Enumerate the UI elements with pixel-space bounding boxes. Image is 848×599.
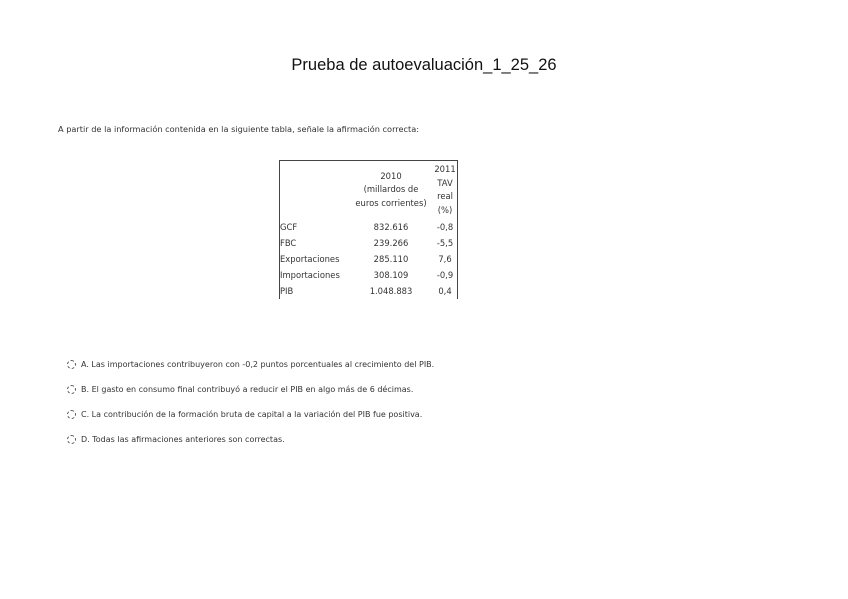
radio-button-icon[interactable] (67, 360, 76, 369)
row-label: PIB (280, 286, 294, 296)
table-row (280, 219, 458, 235)
row-label: GCF (280, 222, 298, 232)
table-row (280, 283, 458, 299)
question-text: A partir de la información contenida en la siguiente tabla, señale la afirmación correcta: (58, 124, 419, 134)
header-2010-text: 2010 (millardos de euros corrientes) (355, 170, 427, 208)
option-label: A. Las importaciones contribuyeron con -0,2 puntos porcentuales al crecimiento del PIB. (81, 359, 435, 369)
header-2011-tav (433, 161, 458, 220)
option-c[interactable] (67, 409, 434, 421)
option-label: C. La contribución de la formación bruta de capital a la variación del PIB fue positiva. (81, 410, 423, 420)
radio-button-icon[interactable] (67, 435, 76, 444)
row-tav-2011: -0,9 (436, 270, 454, 280)
row-tav-2011: -5,5 (436, 238, 454, 248)
row-value-2010: 285.110 (373, 254, 409, 264)
row-label: Exportaciones (280, 254, 340, 264)
option-b[interactable] (67, 383, 434, 395)
option-label: B. El gasto en consumo final contribuyó a reducir el PIB en algo más de 6 décimas. (81, 384, 414, 394)
option-a[interactable] (67, 358, 434, 370)
table-row (280, 251, 458, 267)
row-value-2010: 832.616 (373, 222, 409, 232)
option-label: D. Todas las afirmaciones anteriores son correctas. (81, 435, 285, 445)
radio-button-icon[interactable] (67, 385, 76, 394)
radio-button-icon[interactable] (67, 410, 76, 419)
table-row (280, 267, 458, 283)
row-tav-2011: 0,4 (438, 286, 452, 296)
table-header-row (280, 161, 458, 220)
row-tav-2011: -0,8 (436, 222, 454, 232)
row-label: FBC (280, 238, 297, 248)
row-value-2010: 239.266 (373, 238, 409, 248)
row-value-2010: 1.048.883 (369, 286, 413, 296)
header-2010 (349, 161, 433, 220)
row-label: Importaciones (280, 270, 340, 280)
option-d[interactable] (67, 434, 434, 446)
answer-options (67, 358, 434, 459)
row-value-2010: 308.109 (373, 270, 409, 280)
header-2011-text: 2011 TAV real (%) (434, 164, 456, 215)
row-tav-2011: 7,6 (438, 254, 452, 264)
header-empty-cell (280, 161, 350, 220)
data-table (279, 160, 458, 299)
table-row (280, 235, 458, 251)
page-title: Prueba de autoevaluación_1_25_26 (291, 56, 557, 74)
